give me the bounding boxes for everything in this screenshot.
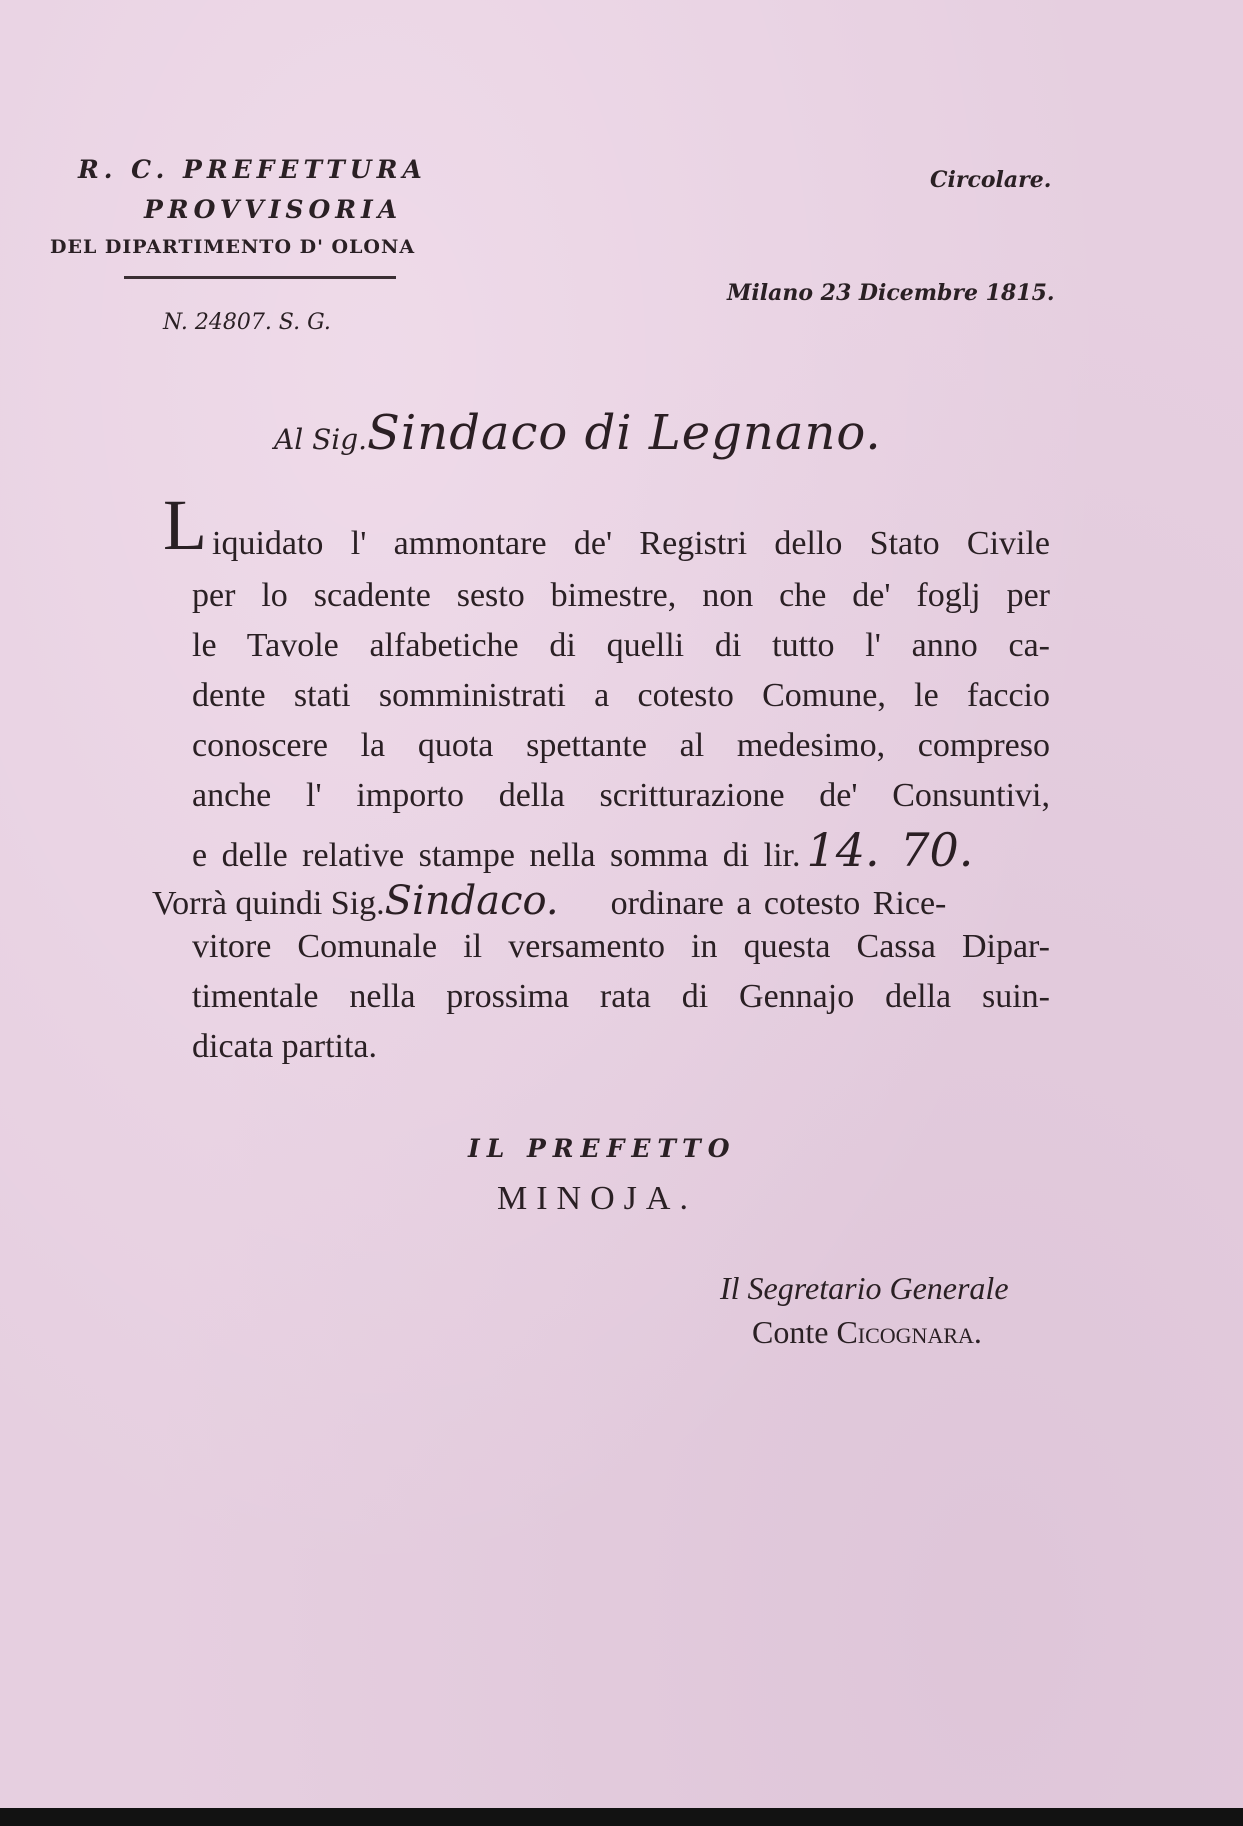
body-line-5: conoscere la quota spettante al medesimo, compreso — [192, 727, 1050, 764]
protocol-number: N. 24807. S. G. — [163, 310, 331, 335]
body-line-7 — [192, 823, 973, 877]
body-line-3: le Tavole alfabetiche di quelli di tutto l' anno ca- — [192, 627, 1050, 664]
document-type: Circolare. — [930, 167, 1052, 193]
secretary-name — [752, 1314, 982, 1351]
body-line-8-suffix: ordinare a cotesto Rice- — [610, 885, 947, 922]
scan-bottom-edge — [0, 1808, 1243, 1826]
office-line-1: R. C. PREFETTURA — [78, 155, 427, 184]
secretary-surname: Cicognara. — [836, 1314, 982, 1350]
body-line-8 — [152, 878, 946, 924]
header-rule — [124, 276, 396, 279]
addressee-handwritten: Sindaco di Legnano. — [367, 405, 882, 461]
body-line-6: anche l' importo della scritturazione de' Consuntivi, — [192, 777, 1050, 814]
body-line-11: dicata partita. — [192, 1028, 378, 1065]
office-line-3: DEL DIPARTIMENTO D' OLONA — [50, 236, 416, 258]
body-line-2: per lo scadente sesto bimestre, non che de' foglj per — [192, 577, 1050, 614]
body-line-1: iquidato l' ammontare de' Registri dello Stato Civile — [212, 525, 1050, 562]
secretary-name-prefix: Conte — [752, 1314, 837, 1350]
body-line-10: timentale nella prossima rata di Gennajo della suin- — [192, 978, 1050, 1015]
body-line-9: vitore Comunale il versamento in questa Cassa Dipar- — [192, 928, 1050, 965]
signature-title: IL PREFETTO — [468, 1134, 737, 1163]
sindaco-handwritten: Sindaco. — [384, 878, 559, 924]
body-line-8-text: Vorrà quindi Sig. — [152, 885, 385, 922]
secretary-title: Il Segretario Generale — [720, 1270, 1009, 1306]
signature-name: MINOJA. — [497, 1180, 697, 1217]
place-date: Milano 23 Dicembre 1815. — [727, 280, 1055, 306]
addressee-prefix: Al Sig. — [274, 423, 368, 456]
body-line-7-text: e delle relative stampe nella somma di lir. — [192, 837, 801, 874]
amount-handwritten: 14. 70. — [806, 823, 974, 877]
body-line-4: dente stati somministrati a cotesto Comune, le faccio — [192, 677, 1050, 714]
drop-cap: L — [163, 485, 207, 565]
office-line-2: PROVVISORIA — [144, 195, 403, 224]
addressee-line — [274, 405, 882, 461]
